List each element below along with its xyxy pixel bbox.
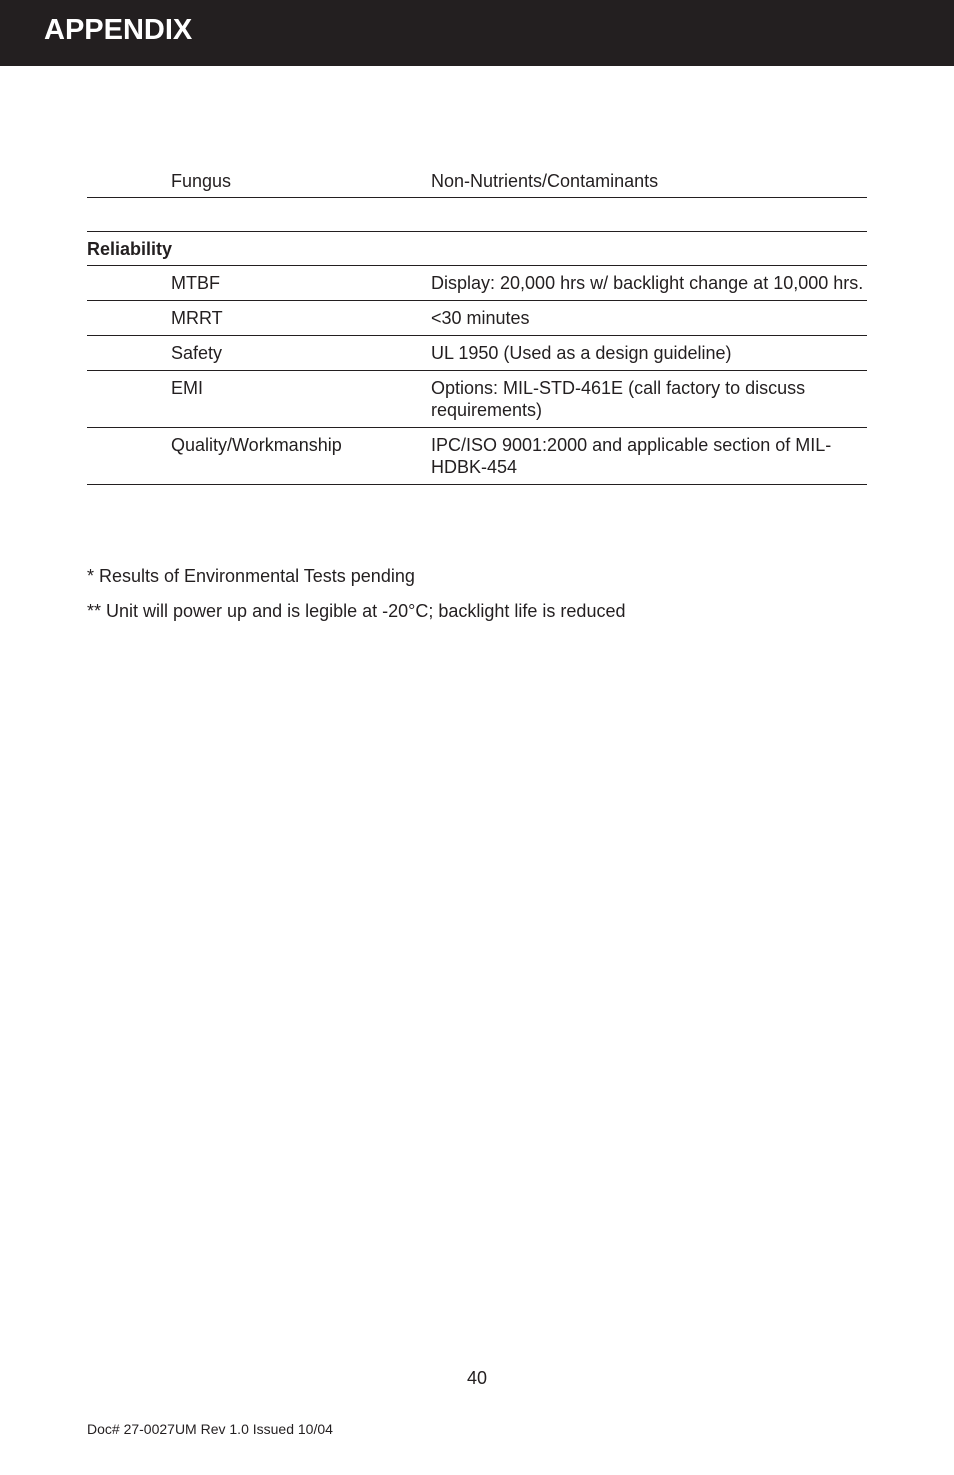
row-value: Display: 20,000 hrs w/ backlight change at 10,000 hrs. — [431, 273, 864, 293]
spec-table — [87, 164, 867, 485]
footnote: ** Unit will power up and is legible at -20°C; backlight life is reduced — [87, 601, 626, 621]
row-label: MTBF — [171, 273, 220, 293]
table-row — [87, 266, 867, 301]
row-label: Safety — [171, 343, 223, 363]
row-label: Fungus — [171, 171, 232, 191]
table-row — [87, 371, 867, 428]
footnotes — [87, 565, 625, 635]
row-value: Options: MIL-STD-461E (call factory to discuss requirements) — [431, 378, 806, 420]
page-title: APPENDIX — [44, 14, 193, 46]
row-value: Non-Nutrients/Contaminants — [431, 171, 659, 191]
document-id: Doc# 27-0027UM Rev 1.0 Issued 10/04 — [87, 1421, 333, 1437]
section-row — [87, 232, 867, 266]
row-label: MRRT — [171, 308, 223, 328]
header-bar — [0, 0, 954, 66]
row-value: UL 1950 (Used as a design guideline) — [431, 343, 732, 363]
empty-row — [87, 198, 867, 232]
row-value: IPC/ISO 9001:2000 and applicable section of MIL-HDBK-454 — [431, 435, 832, 477]
row-value: <30 minutes — [431, 308, 530, 328]
row-label: EMI — [171, 378, 204, 398]
table-row — [87, 301, 867, 336]
row-label: Quality/Workmanship — [171, 435, 342, 455]
table-row — [87, 164, 867, 198]
page-number: 40 — [466, 1368, 488, 1388]
section-title: Reliability — [87, 239, 173, 259]
table-row — [87, 428, 867, 485]
table-row — [87, 336, 867, 371]
footnote: * Results of Environmental Tests pending — [87, 566, 415, 586]
